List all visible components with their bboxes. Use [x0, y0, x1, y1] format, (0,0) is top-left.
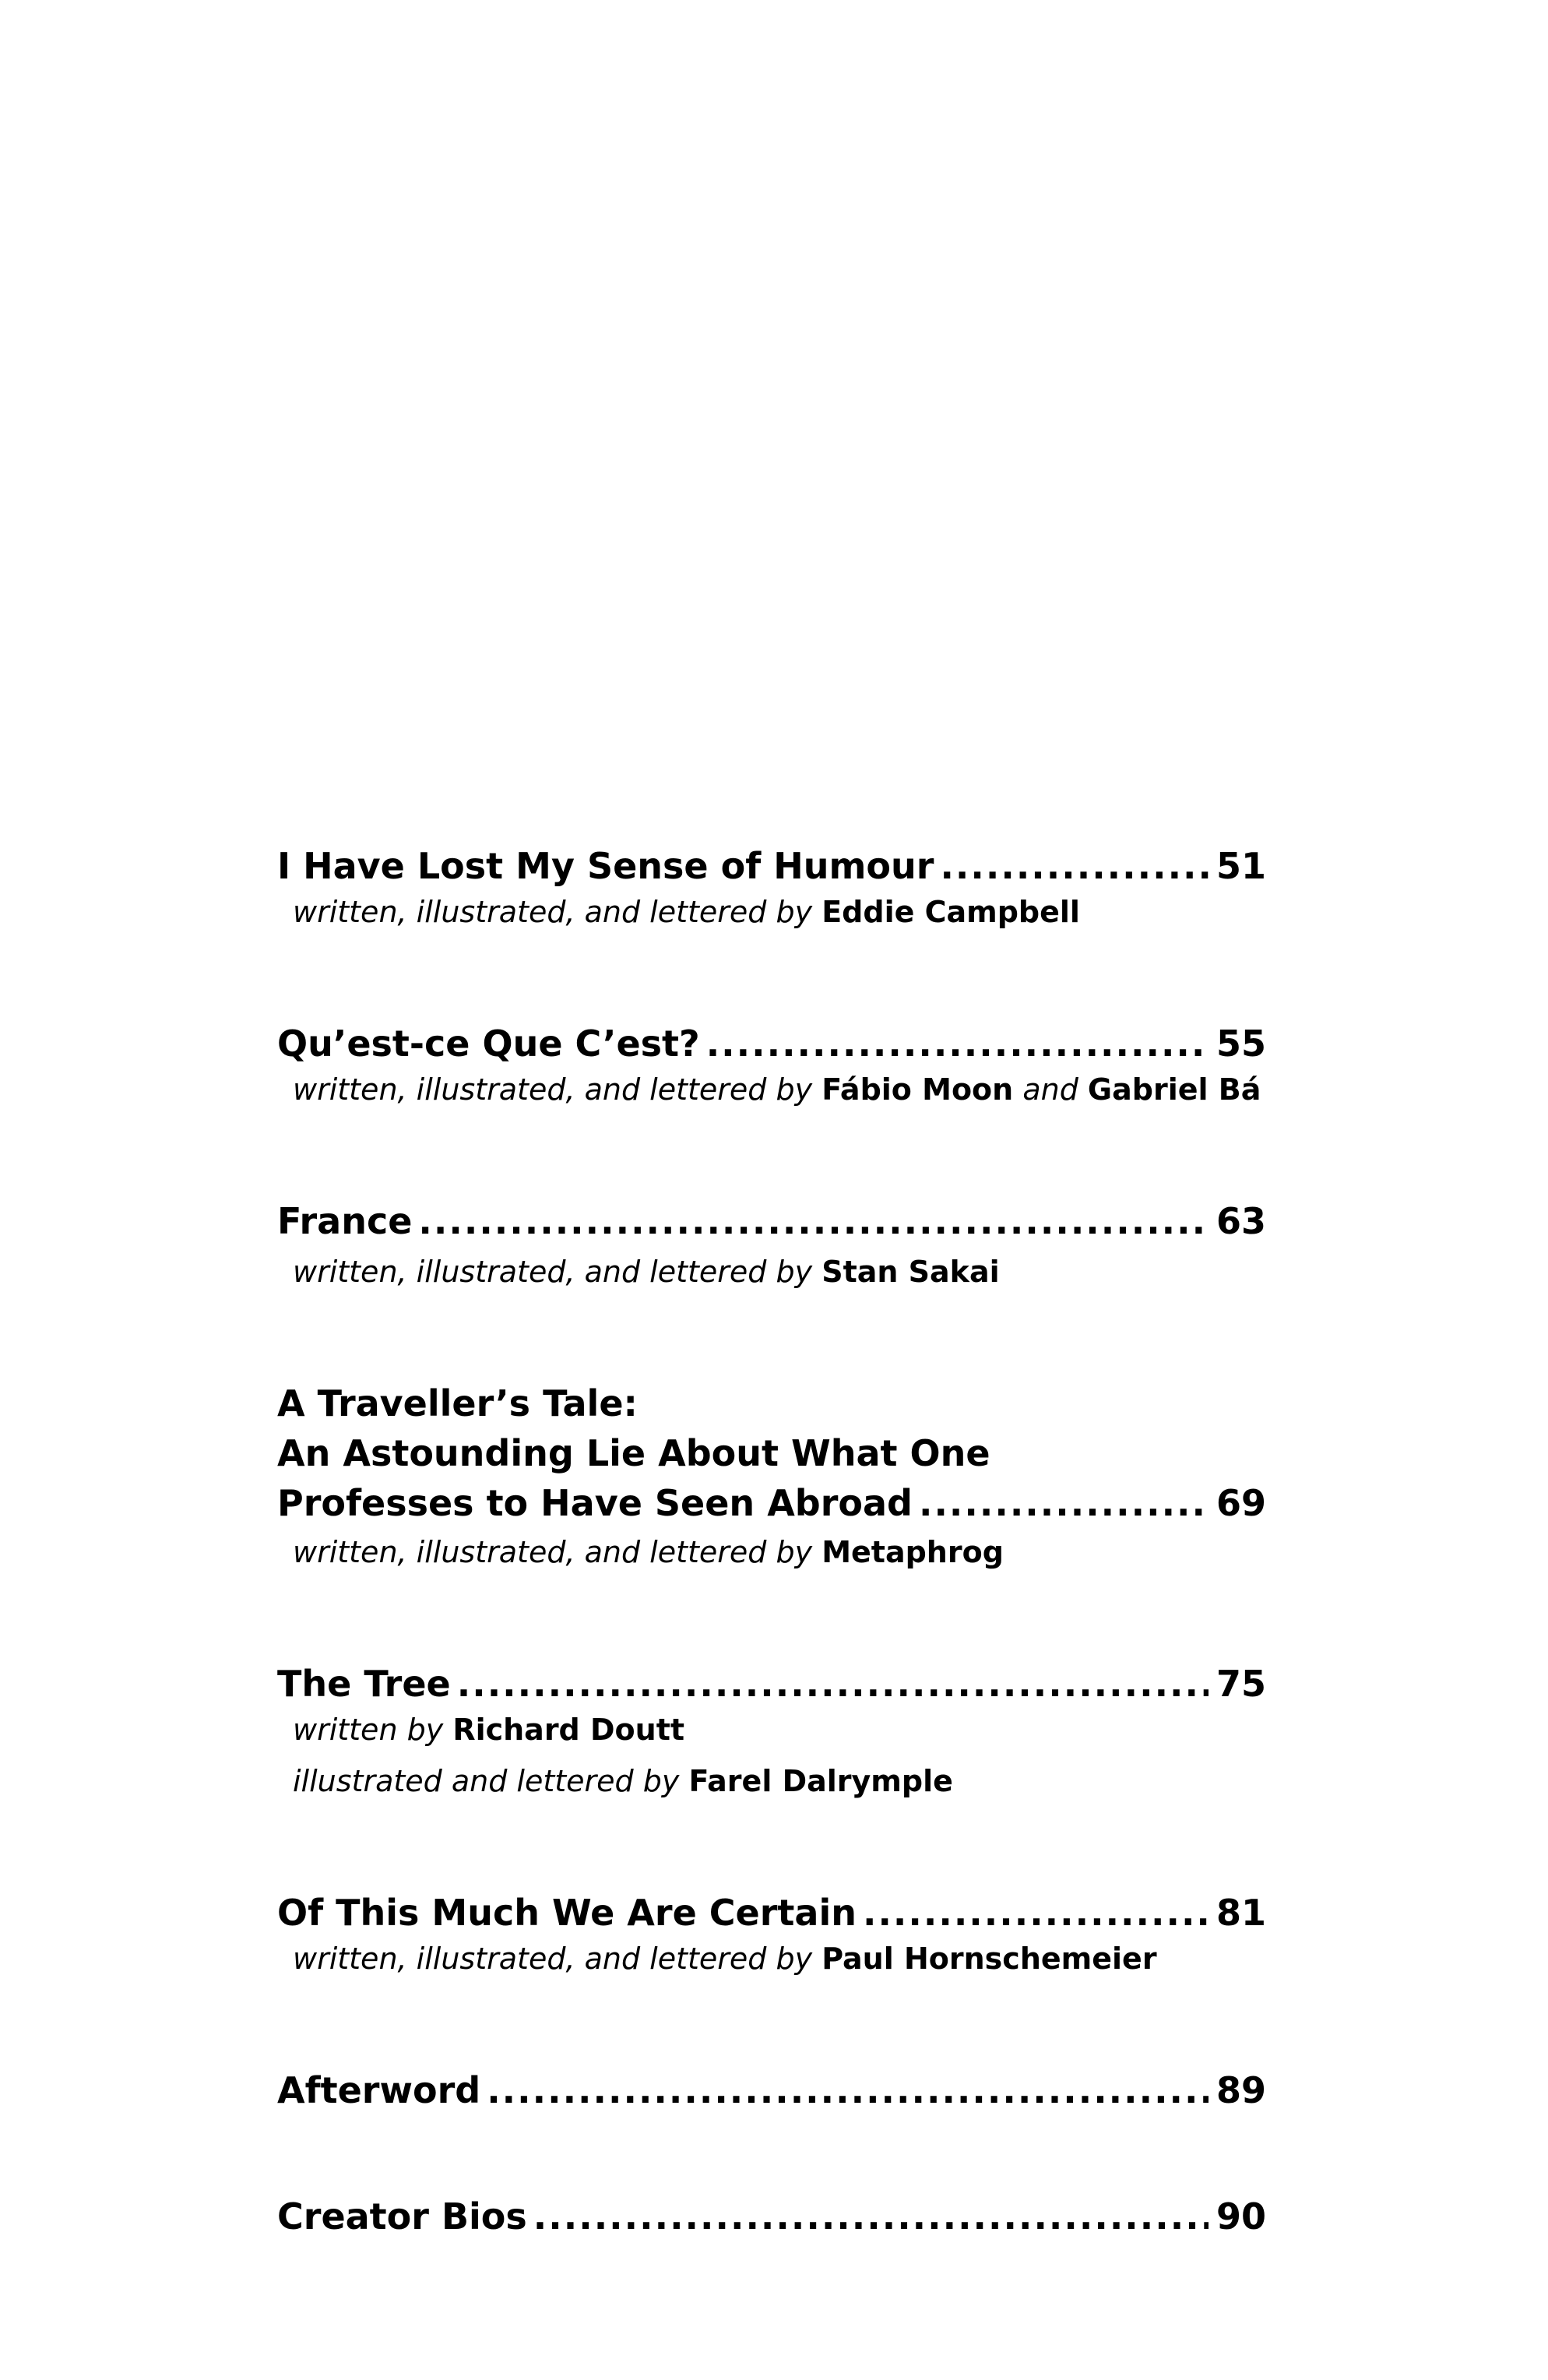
- dot-leader: [487, 2065, 1208, 2115]
- credit-name: Eddie Campbell: [821, 895, 1080, 929]
- toc-entry-title: I Have Lost My Sense of Humour: [277, 845, 934, 887]
- toc-entry-page-number: 55: [1216, 1023, 1266, 1065]
- toc-entry-page-number: 89: [1216, 2069, 1266, 2111]
- credit-name: Paul Hornschemeier: [821, 1942, 1157, 1976]
- toc-entry: [277, 841, 1266, 933]
- toc-entry: [277, 2192, 1266, 2241]
- dot-leader: [457, 1659, 1208, 1709]
- dot-leader: [863, 1888, 1208, 1938]
- toc-entry-title-line[interactable]: [277, 1478, 1266, 1528]
- toc-entry-title: Qu’est-ce Que C’est?: [277, 1023, 700, 1065]
- toc-entry-credit: [277, 1709, 1266, 1751]
- toc-entry-title: Professes to Have Seen Abroad: [277, 1482, 913, 1524]
- dot-leader: [919, 1478, 1208, 1528]
- toc-entry-credit: [277, 1531, 1266, 1573]
- toc-entry-page-number: 75: [1216, 1663, 1266, 1705]
- toc-entry-title-line[interactable]: [277, 1659, 1266, 1709]
- credit-role: written, illustrated, and lettered by: [293, 1535, 813, 1569]
- credit-conjunction: and: [1022, 1072, 1078, 1107]
- toc-entry: [277, 1196, 1266, 1293]
- toc-entry-title-line-1[interactable]: A Traveller’s Tale:: [277, 1382, 638, 1424]
- toc-entry-page-number: 63: [1216, 1200, 1266, 1242]
- toc-entry-title: Of This Much We Are Certain: [277, 1892, 857, 1934]
- toc-entry-title-line[interactable]: [277, 1196, 1266, 1246]
- toc-entry-page-number: 81: [1216, 1892, 1266, 1934]
- dot-leader: [706, 1019, 1208, 1069]
- toc-entry-credit: [277, 891, 1266, 933]
- toc-entry-title: Afterword: [277, 2069, 481, 2111]
- toc-entry-title: The Tree: [277, 1663, 451, 1705]
- toc-entry-title-line[interactable]: [277, 1888, 1266, 1938]
- credit-name-2: Gabriel Bá: [1087, 1072, 1261, 1107]
- toc-entry: [277, 2065, 1266, 2115]
- toc-entry-page-number: 90: [1216, 2195, 1266, 2237]
- toc-entry-title: France: [277, 1200, 413, 1242]
- toc-entry-title-line[interactable]: [277, 2192, 1266, 2241]
- toc-entry: [277, 1019, 1266, 1111]
- toc-entry-page-number: 69: [1216, 1482, 1266, 1524]
- credit-role: written, illustrated, and lettered by: [293, 1255, 813, 1289]
- table-of-contents: [277, 841, 1266, 2241]
- toc-entry-title: Creator Bios: [277, 2195, 527, 2237]
- toc-entry-credit: [277, 1760, 1266, 1802]
- credit-name: Fábio Moon: [821, 1072, 1014, 1107]
- dot-leader: [533, 2192, 1208, 2241]
- toc-entry: [277, 1888, 1266, 1980]
- credit-name: Richard Doutt: [452, 1713, 685, 1747]
- dot-leader: [940, 841, 1208, 891]
- credit-role: written, illustrated, and lettered by: [293, 1072, 813, 1107]
- toc-entry-credit: [277, 1938, 1266, 1980]
- dot-leader: [418, 1196, 1208, 1246]
- credit-name: Farel Dalrymple: [688, 1764, 953, 1798]
- toc-entry-title-line[interactable]: [277, 2065, 1266, 2115]
- credit-role: written by: [293, 1713, 444, 1747]
- toc-entry: [277, 1659, 1266, 1802]
- credit-role: illustrated and lettered by: [293, 1764, 680, 1798]
- credit-name: Stan Sakai: [821, 1255, 1000, 1289]
- toc-entry-title-line[interactable]: [277, 1019, 1266, 1069]
- credit-role: written, illustrated, and lettered by: [293, 1942, 813, 1976]
- toc-entry-page-number: 51: [1216, 845, 1266, 887]
- toc-entry: [277, 1378, 1266, 1573]
- toc-entry-credit: [277, 1251, 1266, 1293]
- toc-entry-title-line[interactable]: [277, 841, 1266, 891]
- credit-role: written, illustrated, and lettered by: [293, 895, 813, 929]
- toc-entry-credit: [277, 1069, 1266, 1111]
- toc-entry-title-line-2[interactable]: An Astounding Lie About What One: [277, 1432, 990, 1474]
- credit-name: Metaphrog: [821, 1535, 1004, 1569]
